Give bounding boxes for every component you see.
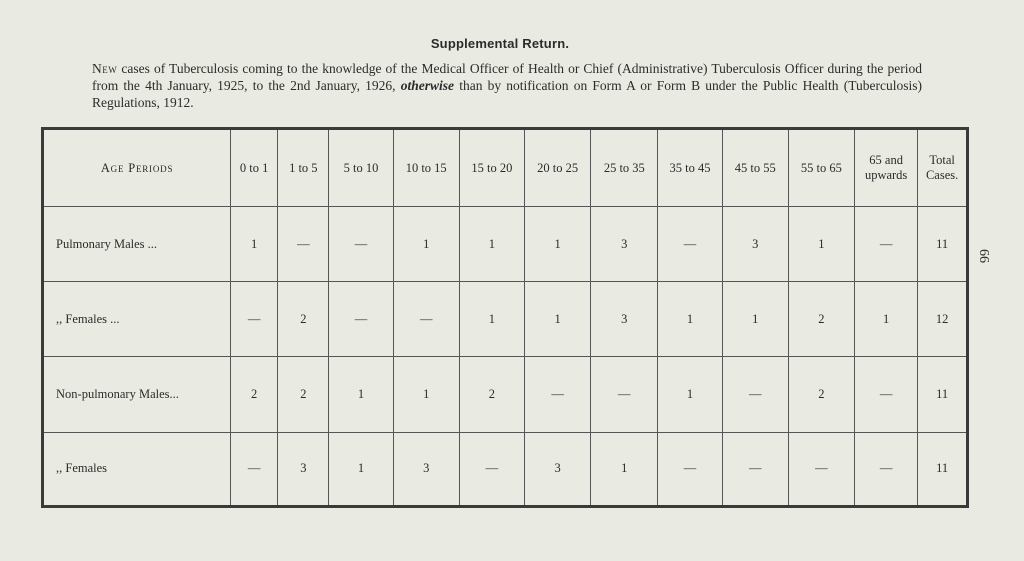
table-cell: — xyxy=(278,207,329,282)
table-cell: — xyxy=(658,432,722,505)
table-cell: — xyxy=(329,207,393,282)
table-cell: — xyxy=(525,357,591,432)
table-header-row xyxy=(44,130,966,207)
header-cell: Total Cases. xyxy=(918,130,966,207)
intro-paragraph xyxy=(92,60,922,111)
table-cell: — xyxy=(459,432,524,505)
table-cell: 1 xyxy=(459,207,524,282)
table-cell: 1 xyxy=(329,432,393,505)
table-cell: 2 xyxy=(278,282,329,357)
header-cell: 55 to 65 xyxy=(788,130,854,207)
table-cell: — xyxy=(788,432,854,505)
table-cell: 1 xyxy=(231,207,278,282)
intro-text-2: than by notification on Form A or Form B under the Public Health (Tuberculosis) Regulations, 1912. xyxy=(92,78,922,110)
table-cell: 11 xyxy=(918,357,966,432)
page-title: Supplemental Return. xyxy=(430,36,570,51)
table-cell: — xyxy=(658,207,722,282)
table-cell: 2 xyxy=(278,357,329,432)
intro-emphasis: otherwise xyxy=(400,78,455,93)
table-cell: 3 xyxy=(393,432,459,505)
table-cell: — xyxy=(722,357,788,432)
table-cell: 1 xyxy=(525,282,591,357)
table-cell: — xyxy=(722,432,788,505)
table-cell: — xyxy=(591,357,658,432)
header-cell: 35 to 45 xyxy=(658,130,722,207)
table-cell: 3 xyxy=(591,282,658,357)
tuberculosis-table xyxy=(44,130,966,505)
table-cell: — xyxy=(231,282,278,357)
tuberculosis-table-frame xyxy=(41,127,969,508)
table-cell: 1 xyxy=(329,357,393,432)
table-cell: — xyxy=(855,207,918,282)
header-cell: 45 to 55 xyxy=(722,130,788,207)
table-cell: 1 xyxy=(788,207,854,282)
page-number: 66 xyxy=(976,249,991,263)
table-cell: 3 xyxy=(278,432,329,505)
table-cell: 1 xyxy=(722,282,788,357)
table-cell: 3 xyxy=(591,207,658,282)
header-cell: 20 to 25 xyxy=(525,130,591,207)
table-row xyxy=(44,432,966,505)
table-cell: 11 xyxy=(918,432,966,505)
table-row xyxy=(44,282,966,357)
header-cell: 65 and upwards xyxy=(855,130,918,207)
table-cell: 2 xyxy=(788,357,854,432)
table-cell: — xyxy=(855,432,918,505)
table-cell: 1 xyxy=(525,207,591,282)
header-cell: 10 to 15 xyxy=(393,130,459,207)
table-row xyxy=(44,357,966,432)
table-cell: 11 xyxy=(918,207,966,282)
header-cell: 5 to 10 xyxy=(329,130,393,207)
row-label: Pulmonary Males ... xyxy=(56,236,158,251)
table-cell: 1 xyxy=(855,282,918,357)
row-label: ,, Females xyxy=(44,432,231,505)
row-label: ,, Females ... xyxy=(44,282,231,357)
table-cell: 1 xyxy=(393,357,459,432)
header-cell: 1 to 5 xyxy=(278,130,329,207)
table-cell: — xyxy=(855,357,918,432)
intro-text-1: cases of Tuberculosis coming to the knowledge of the Medical Officer of Health or Chief (Administrative) Tuberculosis Officer during the period from the 4th January, 1925, to the 2nd January, 1926, xyxy=(92,61,922,93)
intro-lead: New xyxy=(92,61,118,76)
table-cell: 12 xyxy=(918,282,966,357)
table-row xyxy=(44,207,966,282)
table-cell: 3 xyxy=(525,432,591,505)
table-cell: — xyxy=(231,432,278,505)
table-cell: 2 xyxy=(231,357,278,432)
header-cell: 25 to 35 xyxy=(591,130,658,207)
header-cell: 15 to 20 xyxy=(459,130,524,207)
header-cell: 0 to 1 xyxy=(231,130,278,207)
table-cell: 2 xyxy=(788,282,854,357)
table-cell: 1 xyxy=(658,357,722,432)
table-cell: 2 xyxy=(459,357,524,432)
table-cell: 3 xyxy=(722,207,788,282)
row-label: Non-pulmonary Males... xyxy=(44,357,231,432)
table-cell: 1 xyxy=(591,432,658,505)
table-cell: — xyxy=(393,282,459,357)
table-cell: 1 xyxy=(459,282,524,357)
table-cell: 1 xyxy=(658,282,722,357)
table-cell: — xyxy=(329,282,393,357)
header-age-periods: Age Periods xyxy=(44,130,231,207)
table-cell: 1 xyxy=(393,207,459,282)
